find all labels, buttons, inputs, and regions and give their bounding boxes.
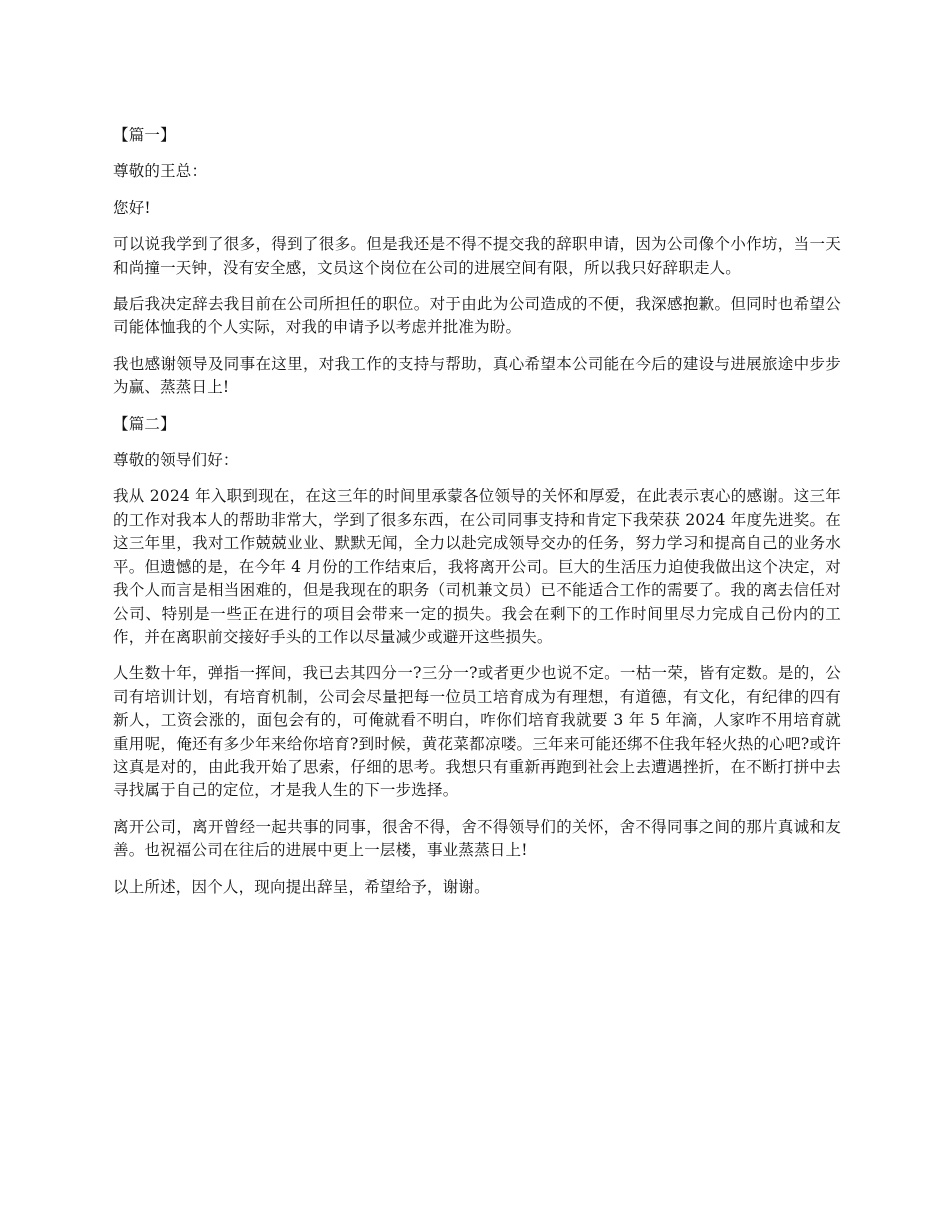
section-two-closing: 以上所述，因个人，现向提出辞呈，希望给予，谢谢。 (113, 877, 490, 896)
section-two-salutation: 尊敬的领导们好： (113, 451, 239, 470)
section-one-paragraph: 最后我决定辞去我目前在公司所担任的职位。对于由此为公司造成的不便，我深感抱歉。但同时也希望公司能体恤我的个人实际，对我的申请予以考虑并批准为盼。 (113, 295, 841, 337)
section-two-paragraph: 人生数十年，弹指一挥间，我已去其四分一?三分一?或者更少也说不定。一枯一荣，皆有定数。是的，公司有培训计划，有培育机制，公司会尽量把每一位员工培育成为有理想，有道德，有文化，有纪律的四有新人，工资会涨的，面包会有的，可俺就看不明白，咋你们培育我就要 3 年 5 年滴，人家咋不用培育就重用呢，俺还有多少年来给你培育?到时候，黄花菜都凉喽。三年来可能还绑不住我年轻火热的心吧?或许这真是对的，由此我开始了思索，仔细的思考。我想只有重新再跑到社会上去遭遇挫折，在不断打拼中去寻找属于自己的定位，才是我人生的下一步选择。 (113, 664, 841, 800)
section-one-salutation: 尊敬的王总： (113, 162, 208, 181)
section-two-heading: 【篇二】 (113, 414, 176, 433)
section-one-paragraph: 可以说我学到了很多，得到了很多。但是我还是不得不提交我的辞职申请，因为公司像个小作坊，当一天和尚撞一天钟，没有安全感，文员这个岗位在公司的进展空间有限，所以我只好辞职走人。 (113, 235, 841, 277)
section-one-greeting: 您好! (113, 198, 151, 217)
section-two-paragraph: 离开公司，离开曾经一起共事的同事，很舍不得，舍不得领导们的关怀，舍不得同事之间的那片真诚和友善。也祝福公司在往后的进展中更上一层楼，事业蒸蒸日上! (113, 817, 841, 860)
section-one-heading: 【篇一】 (113, 126, 176, 144)
section-one-paragraph: 我也感谢领导及同事在这里，对我工作的支持与帮助，真心希望本公司能在今后的建设与进展旅途中步步为赢、蒸蒸日上! (113, 354, 841, 397)
document-page (113, 124, 841, 912)
section-two-paragraph: 我从 2024 年入职到现在，在这三年的时间里承蒙各位领导的关怀和厚爱，在此表示衷心的感谢。这三年的工作对我本人的帮助非常大，学到了很多东西，在公司同事支持和肯定下我荣获 2024 年度先进奖。在这三年里，我对工作兢兢业业、默默无闻，全力以赴完成领导交办的任务，努力学习和提高自己的业务水平。但遗憾的是，在今年 4 月份的工作结束后，我将离开公司。巨大的生活压力迫使我做出这个决定，对我个人而言是相当困难的，但是我现在的职务（司机兼文员）已不能适合工作的需要了。我的离去信任对公司、特别是一些正在进行的项目会带来一定的损失。我会在剩下的工作时间里尽力完成自己份内的工作，并在离职前交接好手头的工作以尽量减少或避开这些损失。 (113, 487, 841, 646)
